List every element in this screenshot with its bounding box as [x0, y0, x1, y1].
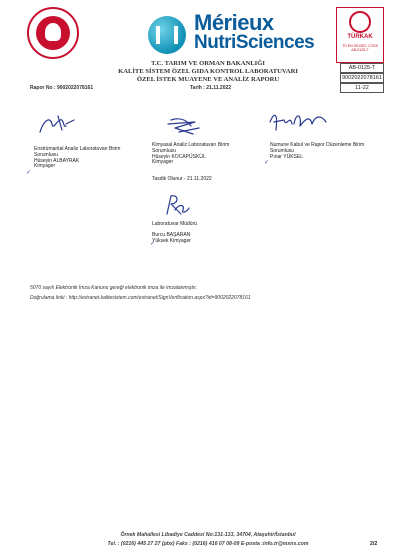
title-laboratory: KALİTE SİSTEM ÖZEL GIDA KONTROL LABORATUVARI — [118, 68, 298, 75]
report-date: Tarih : 21.11.2022 — [190, 85, 232, 91]
signatory-name: Hüseyin KOCAPÜSKÜL — [152, 153, 206, 160]
manager-title: Yüksek Kimyager — [152, 237, 191, 244]
signature-2 — [165, 114, 201, 138]
turkak-title: TÜRKAK — [347, 34, 373, 40]
manager-role: Laboratuvar Müdürü — [152, 221, 198, 227]
title-report: ÖZEL İSTEK MUAYENE VE ANALİZ RAPORU — [136, 76, 280, 83]
signatory-1 — [34, 147, 120, 170]
esign-law-note: 5070 sayılı Elektronik İmza Kanunu gereği elektronik imza ile imzalanmıştır. — [30, 285, 198, 291]
signatory-title: Kimyager — [34, 163, 56, 170]
verified-check-icon: ✓ — [26, 170, 32, 176]
turkak-badge — [336, 7, 384, 63]
accreditation-report-no: 9002022078161 — [340, 73, 384, 83]
signature-1 — [36, 112, 76, 136]
report-number: Rapor No : 9002022078161 — [30, 85, 94, 91]
manager-block — [152, 222, 197, 244]
turkak-code-line: TS EN ISO/IEC 17025 — [342, 44, 378, 48]
emblem-icon — [36, 16, 70, 50]
signatory-name: Hüseyin ALBAYRAK — [34, 157, 80, 164]
turkak-code-line: AB-0125-T — [351, 48, 369, 53]
signatory-role: Sorumlusu — [270, 147, 294, 154]
page-number: 2/2 — [370, 541, 378, 547]
turkak-code — [337, 44, 383, 53]
title-ministry: T.C. TARIM VE ORMAN BAKANLIĞI — [151, 60, 265, 67]
signatory-name: Pınar YÜKSEL — [270, 153, 303, 160]
signatory-role: Kimyasal Analiz Laboratuvarı Birim — [152, 142, 230, 148]
verified-check-icon: ✓ — [150, 241, 156, 247]
signatory-role: Enstrümantal Analiz Laboratuvarı Birim — [34, 146, 121, 152]
manager-name: Burcu BAŞARAN — [152, 231, 191, 238]
signatory-2 — [152, 143, 229, 166]
turkak-icon — [349, 11, 371, 33]
verification-link[interactable]: Doğrulama linki : http://extranet.kalitesistem.com/extranet/SignVerification.aspx?id=9002022078161 — [30, 295, 251, 301]
footer-contact: Tel. : (0216) 445 27 27 (pbx) Faks : (0216) 416 07 08-09 E-posta :info.tr@mxns.com — [107, 541, 309, 547]
approval-date: Tasdik Olunur - 21.11.2022 — [152, 176, 212, 182]
signature-manager — [163, 192, 191, 218]
signatory-title: Kimyager — [152, 159, 174, 166]
signatory-3 — [270, 143, 364, 160]
ministry-emblem — [27, 7, 79, 59]
verified-check-icon: ✓ — [264, 160, 270, 166]
company-logo — [148, 10, 328, 54]
logo-name: Mérieux — [194, 10, 274, 35]
accreditation-revision: 11-22 — [340, 83, 384, 93]
logo-mark-icon — [148, 16, 186, 54]
signatory-role: Sorumlusu — [34, 151, 58, 158]
signatory-role: Numune Kabul ve Rapor Düzenleme Birim — [270, 142, 365, 148]
signature-3 — [266, 108, 332, 138]
signatory-role: Sorumlusu — [152, 147, 176, 154]
footer-address: Örnek Mahallesi Libadiye Caddesi No:131-133, 34704, Ataşehir/İstanbul — [120, 532, 296, 538]
logo-subtitle: NutriSciences — [194, 32, 315, 53]
accreditation-code: AB-0125-T — [340, 63, 384, 73]
